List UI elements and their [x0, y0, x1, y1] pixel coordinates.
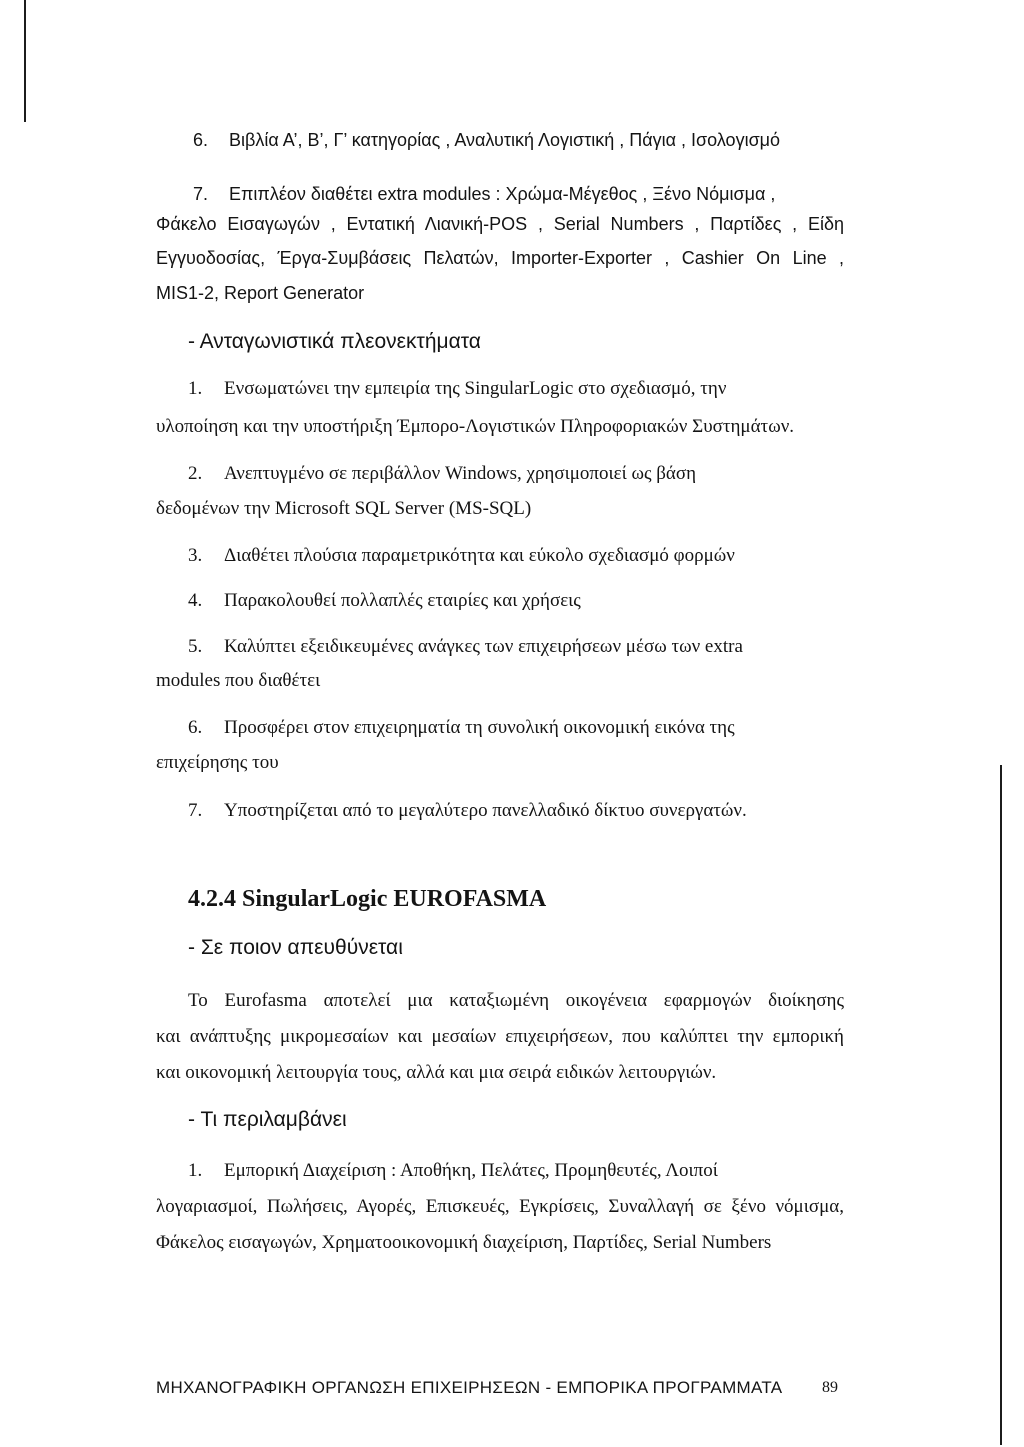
competitive-item-2 [188, 463, 696, 485]
intro-item-7 [193, 184, 775, 205]
includes-item-line: Φάκελος εισαγωγών, Χρηματοοικονομική διαχείριση, Παρτίδες, Serial Numbers [156, 1232, 772, 1253]
item-text: Εμπορική Διαχείριση : Αποθήκη, Πελάτες, Προμηθευτές, Λοιποί [224, 1160, 718, 1181]
includes-item-line: λογαριασμοί, Πωλήσεις, Αγορές, Επισκευές, Εγκρίσεις, Συναλλαγή σε ξένο νόμισμα, [156, 1196, 844, 1217]
audience-heading: - Σε ποιον απευθύνεται [188, 936, 403, 959]
item-number: 5. [188, 636, 203, 657]
section-title: 4.2.4 SingularLogic EUROFASMA [188, 886, 547, 912]
scan-edge-line [24, 0, 26, 122]
competitive-item-line: υλοποίηση και την υποστήριξη Έμπορο-Λογιστικών Πληροφοριακών Συστημάτων. [156, 416, 795, 437]
competitive-item-6 [188, 717, 735, 739]
intro-item-6 [193, 130, 780, 151]
competitive-item-7 [188, 800, 747, 822]
audience-paragraph-line: και ανάπτυξης μικρομεσαίων και μεσαίων επιχειρήσεων, που καλύπτει την εμπορική [156, 1026, 844, 1047]
item-number: 4. [188, 590, 203, 611]
audience-paragraph-line: Το Eurofasma αποτελεί μια καταξιωμένη οικογένεια εφαρμογών διοίκησης [188, 990, 844, 1011]
item-number: 7. [188, 800, 203, 821]
page-number: 89 [822, 1379, 838, 1396]
competitive-item-5 [188, 636, 743, 658]
competitive-item-3 [188, 545, 735, 567]
item-number: 6. [193, 130, 209, 150]
item-number: 7. [193, 184, 209, 204]
item-text: Καλύπτει εξειδικευμένες ανάγκες των επιχειρήσεων μέσω των extra [224, 636, 743, 657]
item-text: Παρακολουθεί πολλαπλές εταιρίες και χρήσεις [224, 590, 581, 611]
item-text: Βιβλία Α’, Β’, Γ’ κατηγορίας , Αναλυτική Λογιστική , Πάγια , Ισολογισμό [229, 130, 781, 150]
item-number: 3. [188, 545, 203, 566]
item-text: Διαθέτει πλούσια παραμετρικότητα και εύκολο σχεδιασμό φορμών [224, 545, 735, 566]
competitive-item-line: modules που διαθέτει [156, 670, 321, 691]
includes-item-1 [188, 1160, 844, 1182]
competitive-item-4 [188, 590, 581, 612]
item-text: Υποστηρίζεται από το μεγαλύτερο πανελλαδικό δίκτυο συνεργατών. [224, 800, 747, 821]
item-number: 1. [188, 378, 203, 399]
item-number: 6. [188, 717, 203, 738]
item-text: Προσφέρει στον επιχειρηματία τη συνολική οικονομική εικόνα της [224, 717, 735, 738]
competitive-item-1 [188, 378, 726, 400]
item-number: 1. [188, 1160, 203, 1181]
scan-edge-line [1000, 765, 1002, 1445]
competitive-heading: - Ανταγωνιστικά πλεονεκτήματα [188, 330, 481, 353]
footer-title: ΜΗΧΑΝΟΓΡΑΦΙΚΗ ΟΡΓΑΝΩΣΗ ΕΠΙΧΕΙΡΗΣΕΩΝ - ΕΜΠΟΡΙΚΑ ΠΡΟΓΡΑΜΜΑΤΑ [156, 1378, 783, 1397]
audience-paragraph-line: και οικονομική λειτουργία τους, αλλά και μια σειρά ειδικών λειτουργιών. [156, 1062, 717, 1083]
intro-item-7-line: Εγγυοδοσίας, Έργα-Συμβάσεις Πελατών, Importer-Exporter , Cashier On Line , [156, 248, 844, 268]
intro-item-7-line: MIS1-2, Report Generator [156, 283, 365, 303]
intro-item-7-line: Φάκελο Εισαγωγών , Εντατική Λιανική-POS , Serial Numbers , Παρτίδες , Είδη [156, 214, 844, 234]
item-text: Ενσωματώνει την εμπειρία της SingularLogic στο σχεδιασμό, την [224, 378, 727, 399]
item-number: 2. [188, 463, 203, 484]
item-text: Επιπλέον διαθέτει extra modules : Χρώμα-Μέγεθος , Ξένο Νόμισμα , [229, 184, 776, 204]
competitive-item-line: δεδομένων την Microsoft SQL Server (MS-SQL) [156, 498, 532, 519]
includes-heading: - Τι περιλαμβάνει [188, 1108, 347, 1131]
competitive-item-line: επιχείρησης του [156, 752, 279, 773]
item-text: Ανεπτυγμένο σε περιβάλλον Windows, χρησιμοποιεί ως βάση [224, 463, 697, 484]
